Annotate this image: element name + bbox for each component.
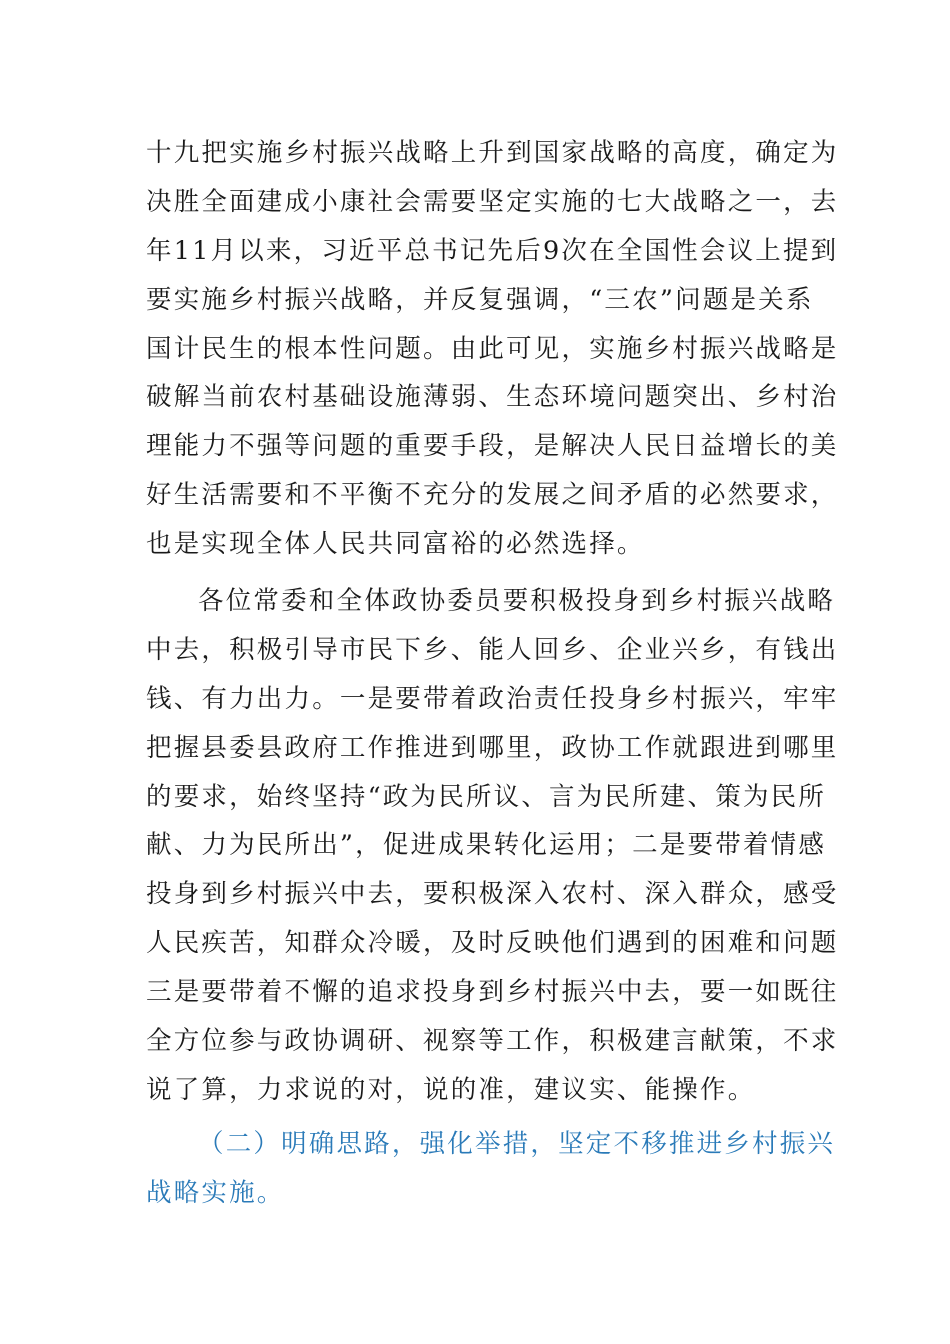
text-line: 献、力为民所出”，促进成果转化运用；二是要带着情感 bbox=[146, 830, 827, 861]
heading-line: 战略实施。 bbox=[146, 1177, 285, 1208]
text-line: 要实施乡村振兴战略，并反复强调，“三农”问题是关系 bbox=[146, 284, 814, 315]
text-line: 年11月以来，习近平总书记先后9次在全国性会议上提到 bbox=[146, 235, 839, 266]
heading-line: （二）明确思路，强化举措，坚定不移推进乡村振兴 bbox=[198, 1129, 836, 1159]
text-line: 十九把实施乡村振兴战略上升到国家战略的高度，确定为 bbox=[146, 138, 839, 168]
text-line: 国计民生的根本性问题。由此可见，实施乡村振兴战略是 bbox=[146, 333, 839, 364]
paragraph-1 bbox=[146, 129, 839, 569]
text-line: 中去，积极引导市民下乡、能人回乡、企业兴乡，有钱出 bbox=[146, 634, 839, 665]
text-line: 各位常委和全体政协委员要积极投身到乡村振兴战略 bbox=[198, 586, 836, 616]
text-line: 决胜全面建成小康社会需要坚定实施的七大战略之一，去 bbox=[146, 186, 839, 217]
section-heading bbox=[146, 1120, 836, 1218]
text-line: 理能力不强等问题的重要手段，是解决人民日益增长的美 bbox=[146, 431, 839, 462]
text-line: 好生活需要和不平衡不充分的发展之间矛盾的必然要求， bbox=[146, 480, 839, 511]
text-line: 钱、有力出力。一是要带着政治责任投身乡村振兴，牢牢 bbox=[146, 683, 839, 714]
text-line: 人民疾苦，知群众冷暖，及时反映他们遇到的困难和问题 bbox=[146, 928, 839, 959]
text-line: 全方位参与政协调研、视察等工作，积极建言献策，不求 bbox=[146, 1026, 839, 1057]
paragraph-2 bbox=[146, 577, 839, 1115]
text-line: 说了算，力求说的对，说的准，建议实、能操作。 bbox=[146, 1074, 756, 1105]
text-line: 把握县委县政府工作推进到哪里，政协工作就跟进到哪里 bbox=[146, 732, 839, 763]
text-line: 投身到乡村振兴中去，要积极深入农村、深入群众，感受 bbox=[146, 879, 839, 910]
text-line: 三是要带着不懈的追求投身到乡村振兴中去，要一如既往 bbox=[146, 977, 839, 1008]
text-line: 破解当前农村基础设施薄弱、生态环境问题突出、乡村治 bbox=[146, 382, 839, 413]
text-line: 也是实现全体人民共同富裕的必然选择。 bbox=[146, 529, 645, 560]
text-line: 的要求，始终坚持“政为民所议、言为民所建、策为民所 bbox=[146, 781, 827, 812]
